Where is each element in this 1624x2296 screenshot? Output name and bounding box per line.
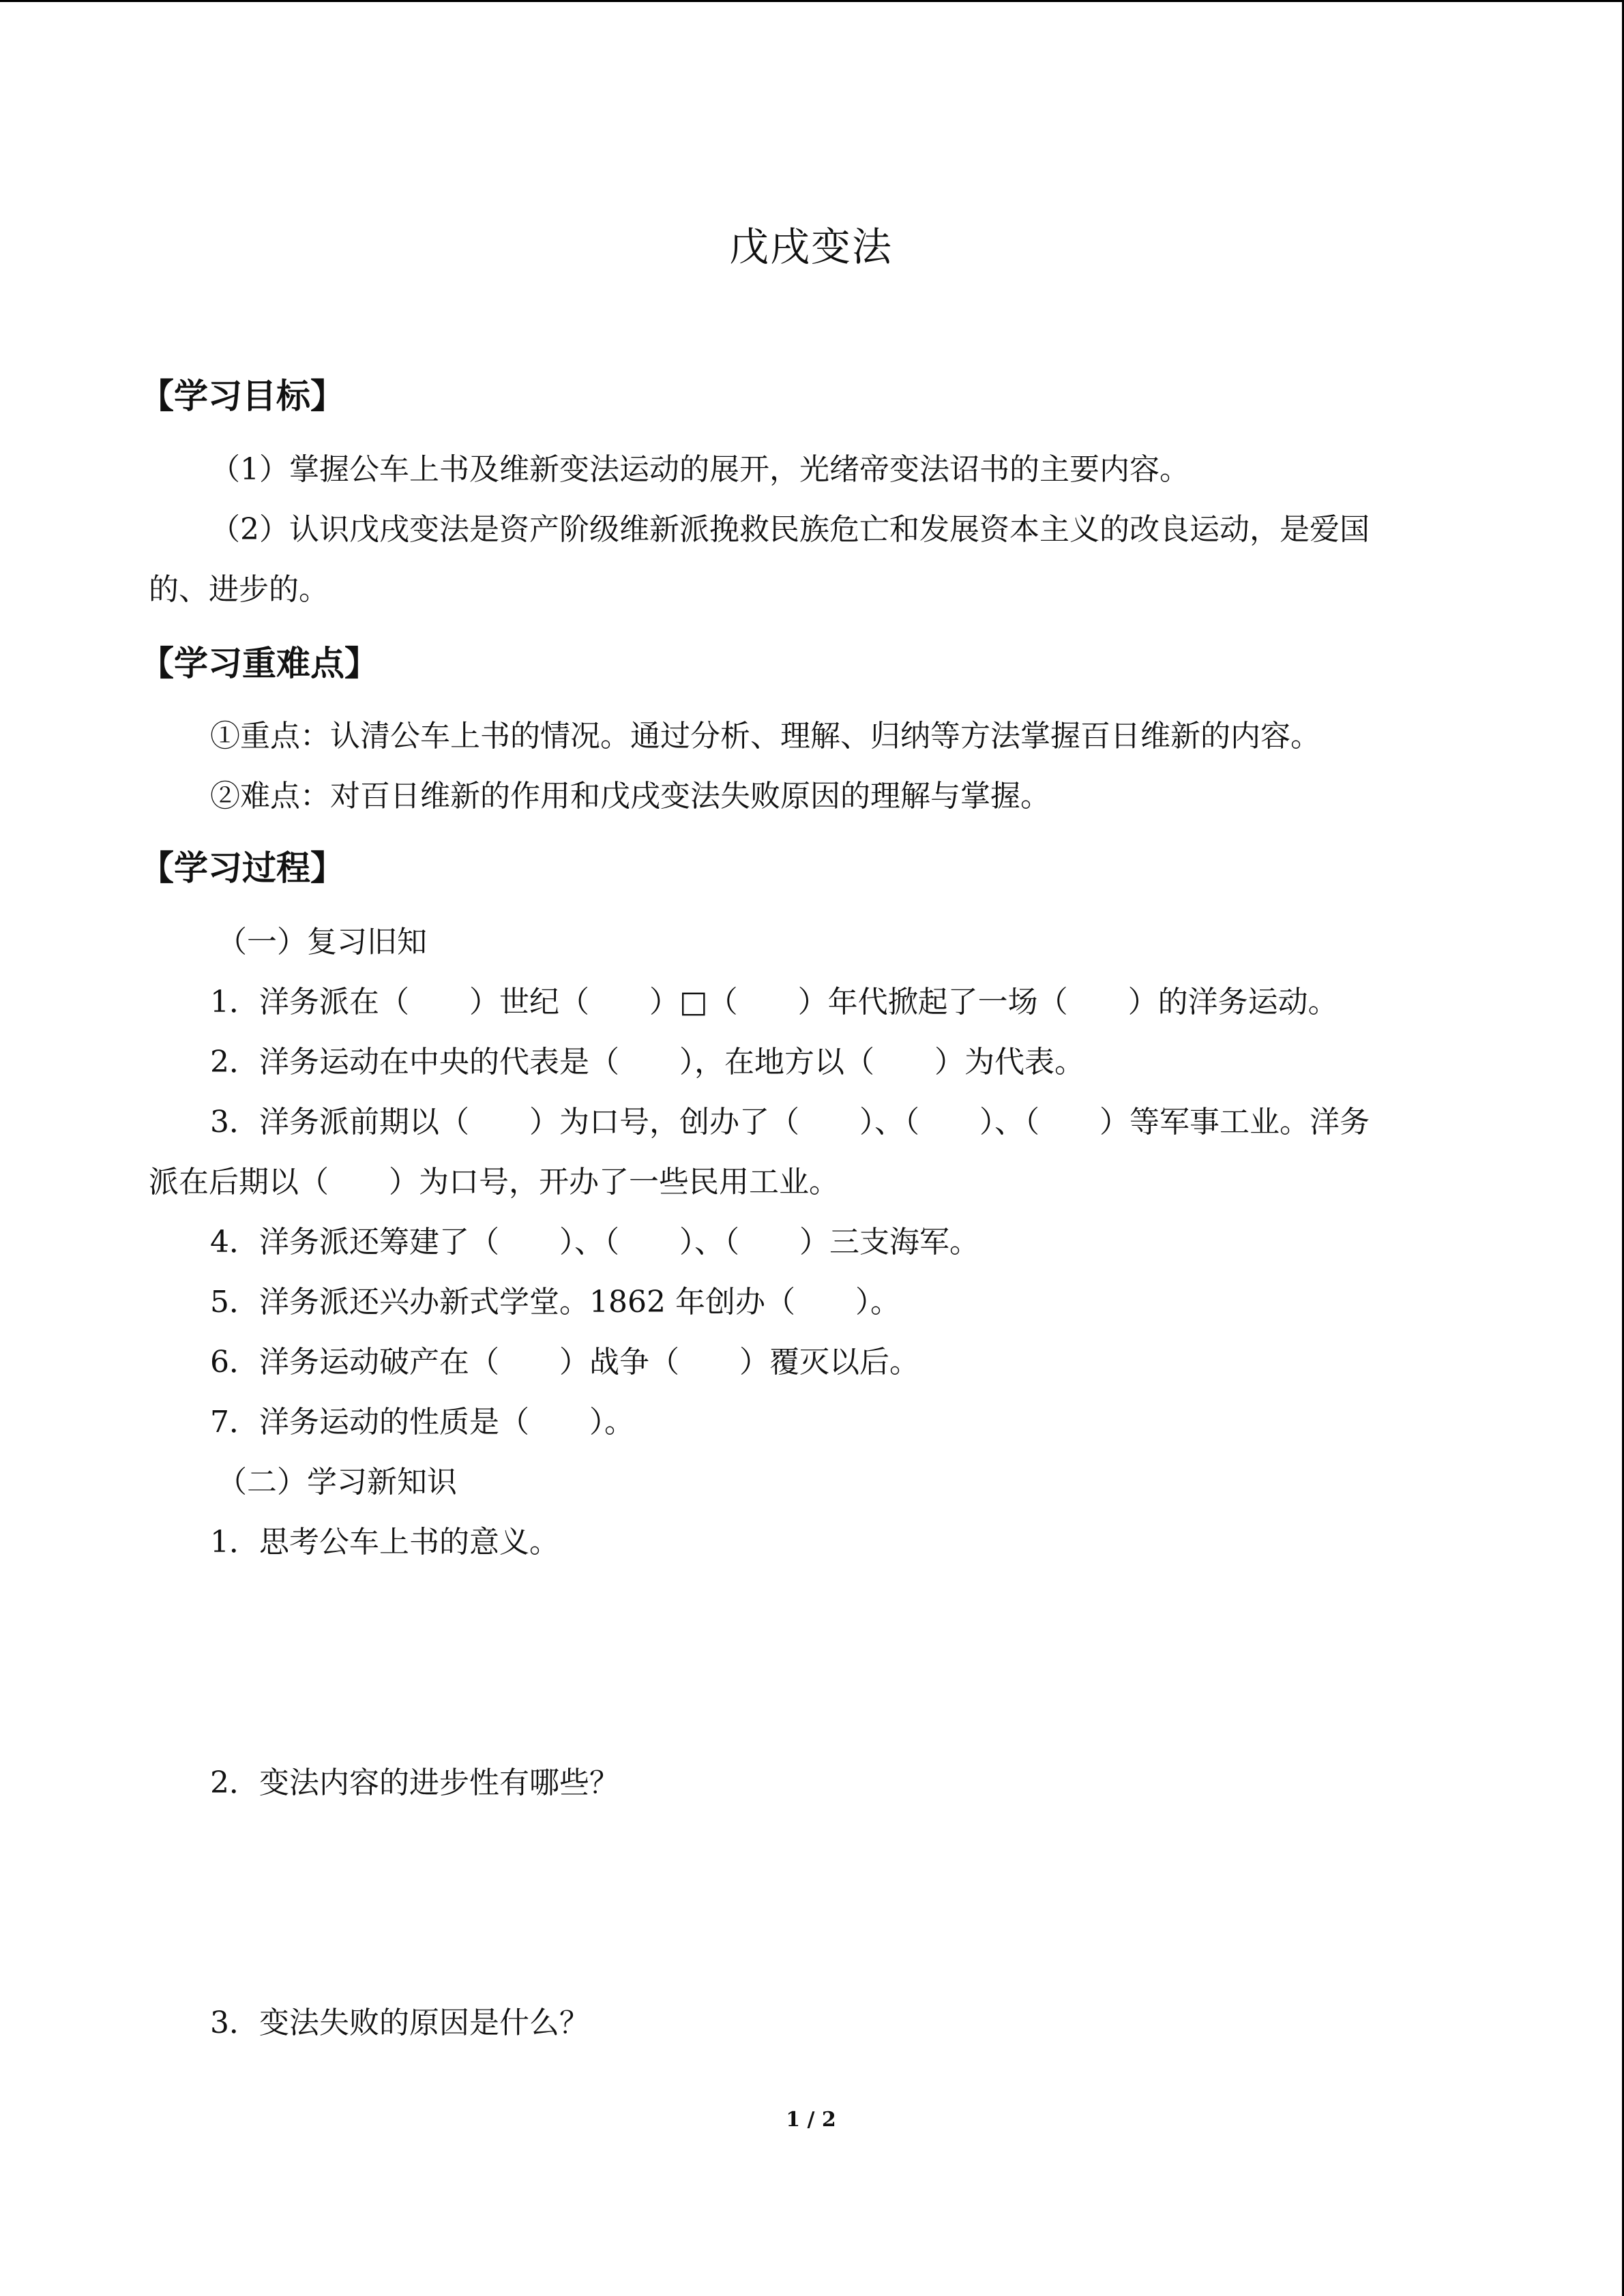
heading-process: 【学习过程】 xyxy=(140,848,344,888)
review-question-3-line-2: 派在后期以（ ）为口号，开办了一些民用工业。 xyxy=(149,1165,839,1199)
review-question-2: 2．洋务运动在中央的代表是（ ），在地方以（ ）为代表。 xyxy=(210,1045,1084,1079)
new-question-1: 1．思考公车上书的意义。 xyxy=(210,1525,559,1560)
new-question-3: 3．变法失败的原因是什么？ xyxy=(210,2006,589,2040)
new-question-2: 2．变法内容的进步性有哪些？ xyxy=(210,1765,619,1800)
key-point-focus: ①重点：认清公车上书的情况。通过分析、理解、归纳等方法掌握百日维新的内容。 xyxy=(210,719,1320,754)
objective-item-2-line-1: （2）认识戊戌变法是资产阶级维新派挽救民族危亡和发展资本主义的改良运动，是爱国 xyxy=(210,512,1370,547)
review-section-heading: （一）复习旧知 xyxy=(217,925,427,959)
document-title: 戊戌变法 xyxy=(728,224,893,270)
page-number: 1 / 2 xyxy=(786,2108,836,2132)
heading-objectives: 【学习目标】 xyxy=(140,376,344,416)
objective-item-1: （1）掌握公车上书及维新变法运动的展开，光绪帝变法诏书的主要内容。 xyxy=(210,452,1190,487)
review-question-5: 5．洋务派还兴办新式学堂。1862 年创办（ ）。 xyxy=(210,1285,900,1320)
objective-item-2-line-2: 的、进步的。 xyxy=(149,572,329,607)
review-question-6: 6．洋务运动破产在（ ）战争（ ）覆灭以后。 xyxy=(210,1345,919,1380)
review-question-1: 1．洋务派在（ ）世纪（ ）□（ ）年代掀起了一场（ ）的洋务运动。 xyxy=(210,985,1338,1019)
review-question-3-line-1: 3．洋务派前期以（ ）为口号，创办了（ ）、（ ）、（ ）等军事工业。洋务 xyxy=(210,1105,1370,1139)
key-point-difficulty: ②难点：对百日维新的作用和戊戌变法失败原因的理解与掌握。 xyxy=(210,779,1050,814)
review-question-4: 4．洋务派还筹建了（ ）、（ ）、（ ）三支海军。 xyxy=(210,1225,979,1259)
new-knowledge-heading: （二）学习新知识 xyxy=(217,1465,457,1500)
review-question-7: 7．洋务运动的性质是（ ）。 xyxy=(210,1405,634,1440)
heading-key-points: 【学习重难点】 xyxy=(140,644,379,683)
